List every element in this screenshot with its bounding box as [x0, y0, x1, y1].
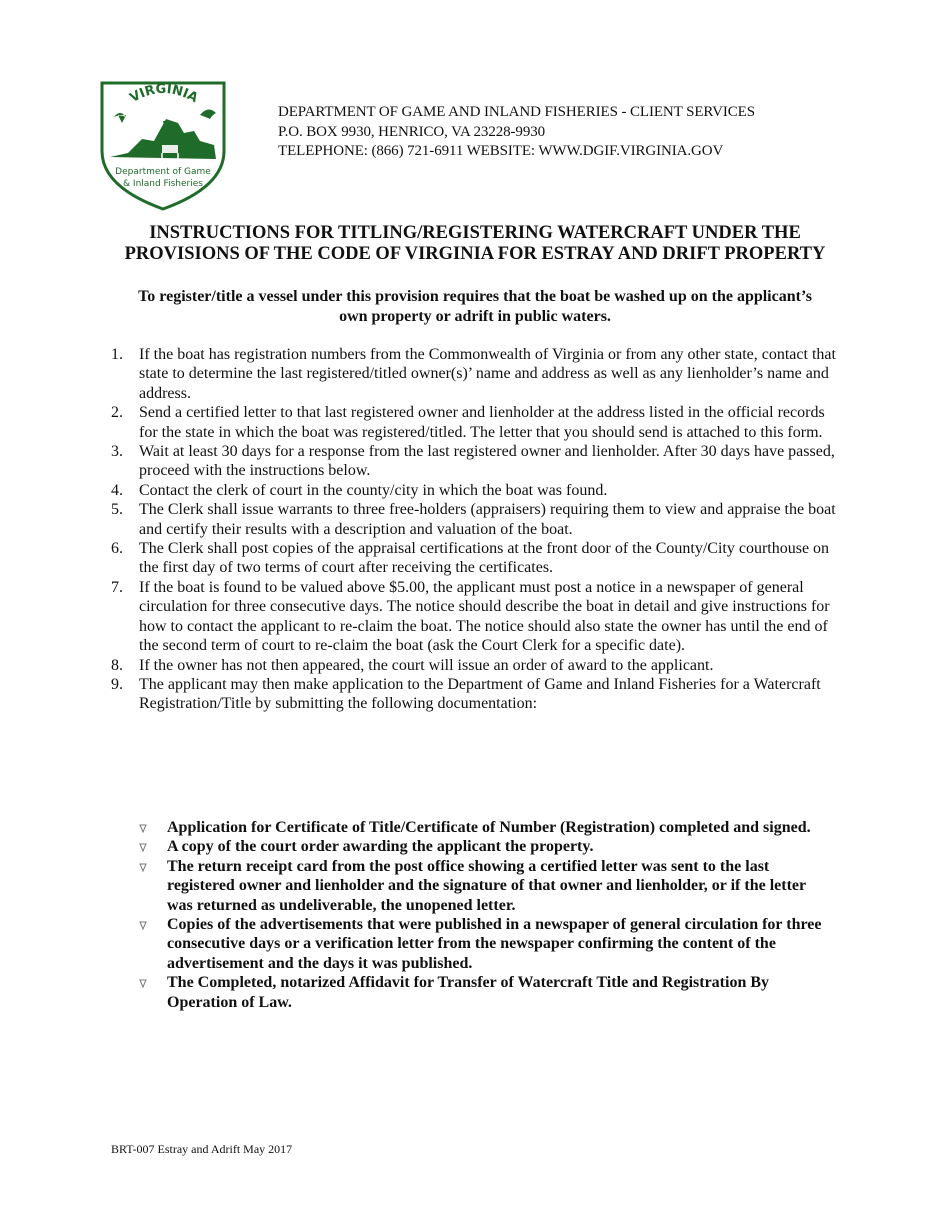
step-number: 2.	[111, 404, 123, 422]
step-text: The applicant may then make application to the Department of Game and Inland Fisheries for a Watercraft Registration/Title by submitting the following documentation:	[139, 675, 821, 713]
document-text: The return receipt card from the post office showing a certified letter was sent to the last registered owner and lienholder and the signature of that owner and lienholder, or if the letter was returned as undeliverable, the unopened letter.	[167, 857, 806, 914]
step-text: If the boat has registration numbers from the Commonwealth of Virginia or from any other state, contact that state to determine the last registered/titled owner(s)’ name and address as well as any lienholder’s name and address.	[139, 346, 836, 402]
document-text: Application for Certificate of Title/Certificate of Number (Registration) completed and signed.	[167, 819, 811, 836]
document-text: Copies of the advertisements that were published in a newspaper of general circulation for three consecutive days or a verification letter from the newspaper confirming the content of the advertisement and the days it was published.	[167, 916, 822, 972]
logo-line1: Department of Game	[115, 167, 211, 177]
title-line-1: INSTRUCTIONS FOR TITLING/REGISTERING WATERCRAFT UNDER THE	[149, 223, 801, 243]
step-text: Wait at least 30 days for a response from the last registered owner and lienholder. After 30 days have passed, proceed with the instructions below.	[139, 443, 835, 480]
bullet-icon	[139, 824, 147, 833]
bullet-icon	[139, 979, 147, 988]
step-item	[111, 442, 841, 481]
step-text: If the owner has not then appeared, the court will issue an order of award to the applicant.	[139, 656, 714, 674]
logo-line2: & Inland Fisheries	[123, 179, 203, 189]
document-text: A copy of the court order awarding the applicant the property.	[167, 838, 594, 856]
bullet-icon	[139, 863, 147, 872]
title-line-2: PROVISIONS OF THE CODE OF VIRGINIA FOR ESTRAY AND DRIFT PROPERTY	[124, 244, 826, 264]
department-contact: TELEPHONE: (866) 721-6911 WEBSITE: WWW.DGIF.VIRGINIA.GOV	[278, 143, 724, 159]
document-item	[137, 837, 827, 856]
step-number: 9.	[111, 675, 123, 693]
step-number: 4.	[111, 481, 123, 499]
step-item	[111, 403, 841, 442]
document-item	[137, 818, 827, 837]
document-item	[137, 857, 827, 915]
step-item	[111, 539, 841, 578]
step-item	[111, 578, 841, 656]
bullet-icon	[139, 843, 147, 852]
bullet-icon	[139, 921, 147, 930]
step-item	[111, 500, 841, 539]
instruction-steps	[111, 345, 841, 714]
department-name: DEPARTMENT OF GAME AND INLAND FISHERIES - CLIENT SERVICES	[278, 104, 755, 120]
document-subtitle	[100, 287, 850, 326]
step-number: 7.	[111, 578, 123, 596]
required-documents	[137, 818, 827, 1012]
step-text: Contact the clerk of court in the county/city in which the boat was found.	[139, 481, 608, 499]
step-number: 1.	[111, 346, 123, 363]
step-number: 3.	[111, 443, 123, 461]
step-item	[111, 675, 841, 714]
dgif-logo	[96, 79, 230, 213]
step-item	[111, 656, 841, 675]
department-address: P.O. BOX 9930, HENRICO, VA 23228-9930	[278, 123, 546, 140]
department-header	[278, 103, 755, 162]
step-text: Send a certified letter to that last registered owner and lienholder at the address listed in the official records for the state in which the boat was registered/titled. The letter that you should send is attached to this form.	[139, 404, 825, 441]
document-item	[137, 915, 827, 973]
step-item	[111, 345, 841, 403]
step-item	[111, 481, 841, 500]
step-text: The Clerk shall post copies of the appraisal certifications at the front door of the County/City courthouse on the first day of two terms of court after receiving the certificates.	[139, 540, 830, 577]
logo-top-text: VIRGINIA	[127, 81, 201, 107]
step-number: 8.	[111, 656, 123, 674]
step-number: 6.	[111, 540, 123, 558]
subtitle-line-2: own property or adrift in public waters.	[339, 307, 611, 325]
step-text: The Clerk shall issue warrants to three free-holders (appraisers) requiring them to view and appraise the boat and certify their results with a description and valuation of the boat.	[139, 501, 836, 538]
form-footer: BRT-007 Estray and Adrift May 2017	[111, 1142, 293, 1156]
subtitle-line-1: To register/title a vessel under this provision requires that the boat be washed up on the applicant’s	[138, 288, 812, 305]
step-number: 5.	[111, 501, 123, 519]
document-title	[95, 223, 855, 265]
document-text: The Completed, notarized Affidavit for Transfer of Watercraft Title and Registration By Operation of Law.	[167, 974, 770, 1011]
document-item	[137, 973, 827, 1012]
step-text: If the boat is found to be valued above $5.00, the applicant must post a notice in a newspaper of general circulation for three consecutive days. The notice should describe the boat in detail and give instructions for how to contact the applicant to re-claim the boat. The notice should also state the owner has until the end of the second term of court to re-claim the boat (ask the Court Clerk for a specific date).	[139, 578, 830, 655]
